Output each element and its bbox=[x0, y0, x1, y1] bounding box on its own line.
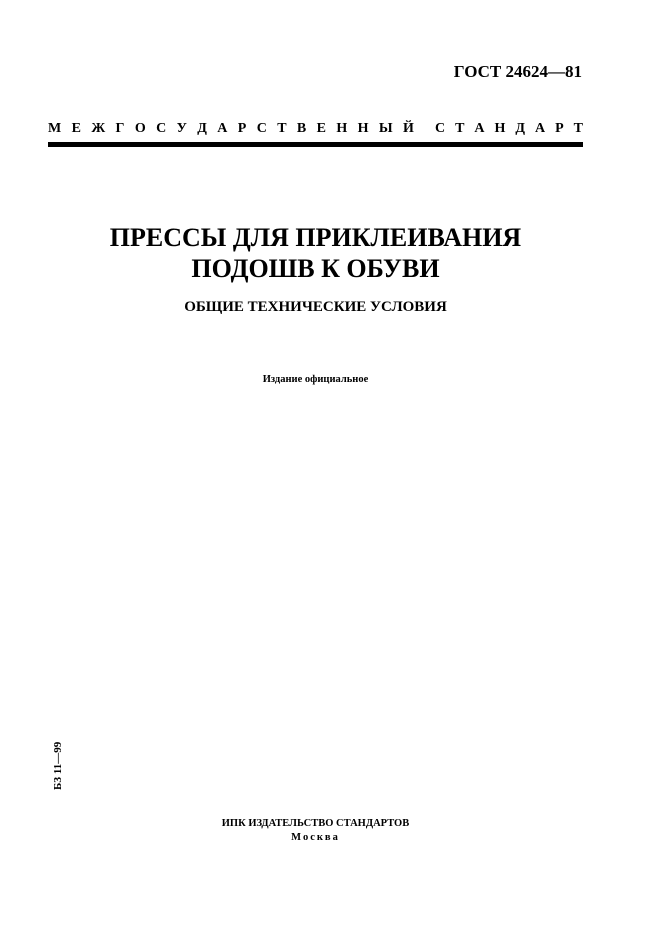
document-number: ГОСТ 24624—81 bbox=[453, 62, 582, 81]
banner-letter: В bbox=[296, 121, 307, 136]
document-title bbox=[48, 222, 583, 284]
banner-word-standard bbox=[435, 121, 583, 137]
banner-letter: С bbox=[435, 121, 446, 136]
banner-letter: Ы bbox=[378, 121, 393, 136]
banner-letter: Е bbox=[316, 121, 326, 136]
banner-letter: А bbox=[534, 121, 546, 136]
banner-letter: А bbox=[217, 121, 228, 136]
banner-letter: Д bbox=[515, 121, 525, 136]
banner-word-interstate bbox=[48, 121, 414, 137]
banner-letter: Д bbox=[197, 121, 207, 136]
title-line-1: ПРЕССЫ ДЛЯ ПРИКЛЕИВАНИЯ bbox=[109, 223, 522, 252]
publisher-name: ИПК ИЗДАТЕЛЬСТВО СТАНДАРТОВ bbox=[221, 818, 410, 829]
banner-letter: М bbox=[48, 121, 62, 136]
banner-letter: Н bbox=[494, 121, 506, 136]
banner-letter: С bbox=[156, 121, 167, 136]
banner-letter: У bbox=[176, 121, 187, 136]
banner-letter: Т bbox=[573, 121, 583, 136]
edition-note: Издание официальное bbox=[262, 374, 369, 385]
banner-letter: Р bbox=[555, 121, 564, 136]
banner-letter: Н bbox=[357, 121, 369, 136]
banner-letter: А bbox=[474, 121, 485, 136]
banner-letter: Т bbox=[455, 121, 465, 136]
standard-banner bbox=[48, 121, 583, 137]
side-code: БЗ 11—99 bbox=[52, 741, 64, 790]
banner-letter: Г bbox=[115, 121, 125, 136]
banner-letter: Ж bbox=[91, 121, 106, 136]
banner-letter: Н bbox=[336, 121, 348, 136]
banner-letter: Е bbox=[71, 121, 81, 136]
banner-letter: Р bbox=[237, 121, 247, 136]
banner-letter: Т bbox=[277, 121, 287, 136]
document-subtitle: ОБЩИЕ ТЕХНИЧЕСКИЕ УСЛОВИЯ bbox=[184, 299, 447, 315]
banner-letter: Й bbox=[403, 121, 414, 136]
title-line-2: ПОДОШВ К ОБУВИ bbox=[191, 254, 440, 283]
banner-letter: С bbox=[256, 121, 267, 136]
publisher-city: Москва bbox=[291, 832, 340, 843]
banner-letter: О bbox=[134, 121, 146, 136]
header-divider-rule bbox=[48, 142, 583, 147]
